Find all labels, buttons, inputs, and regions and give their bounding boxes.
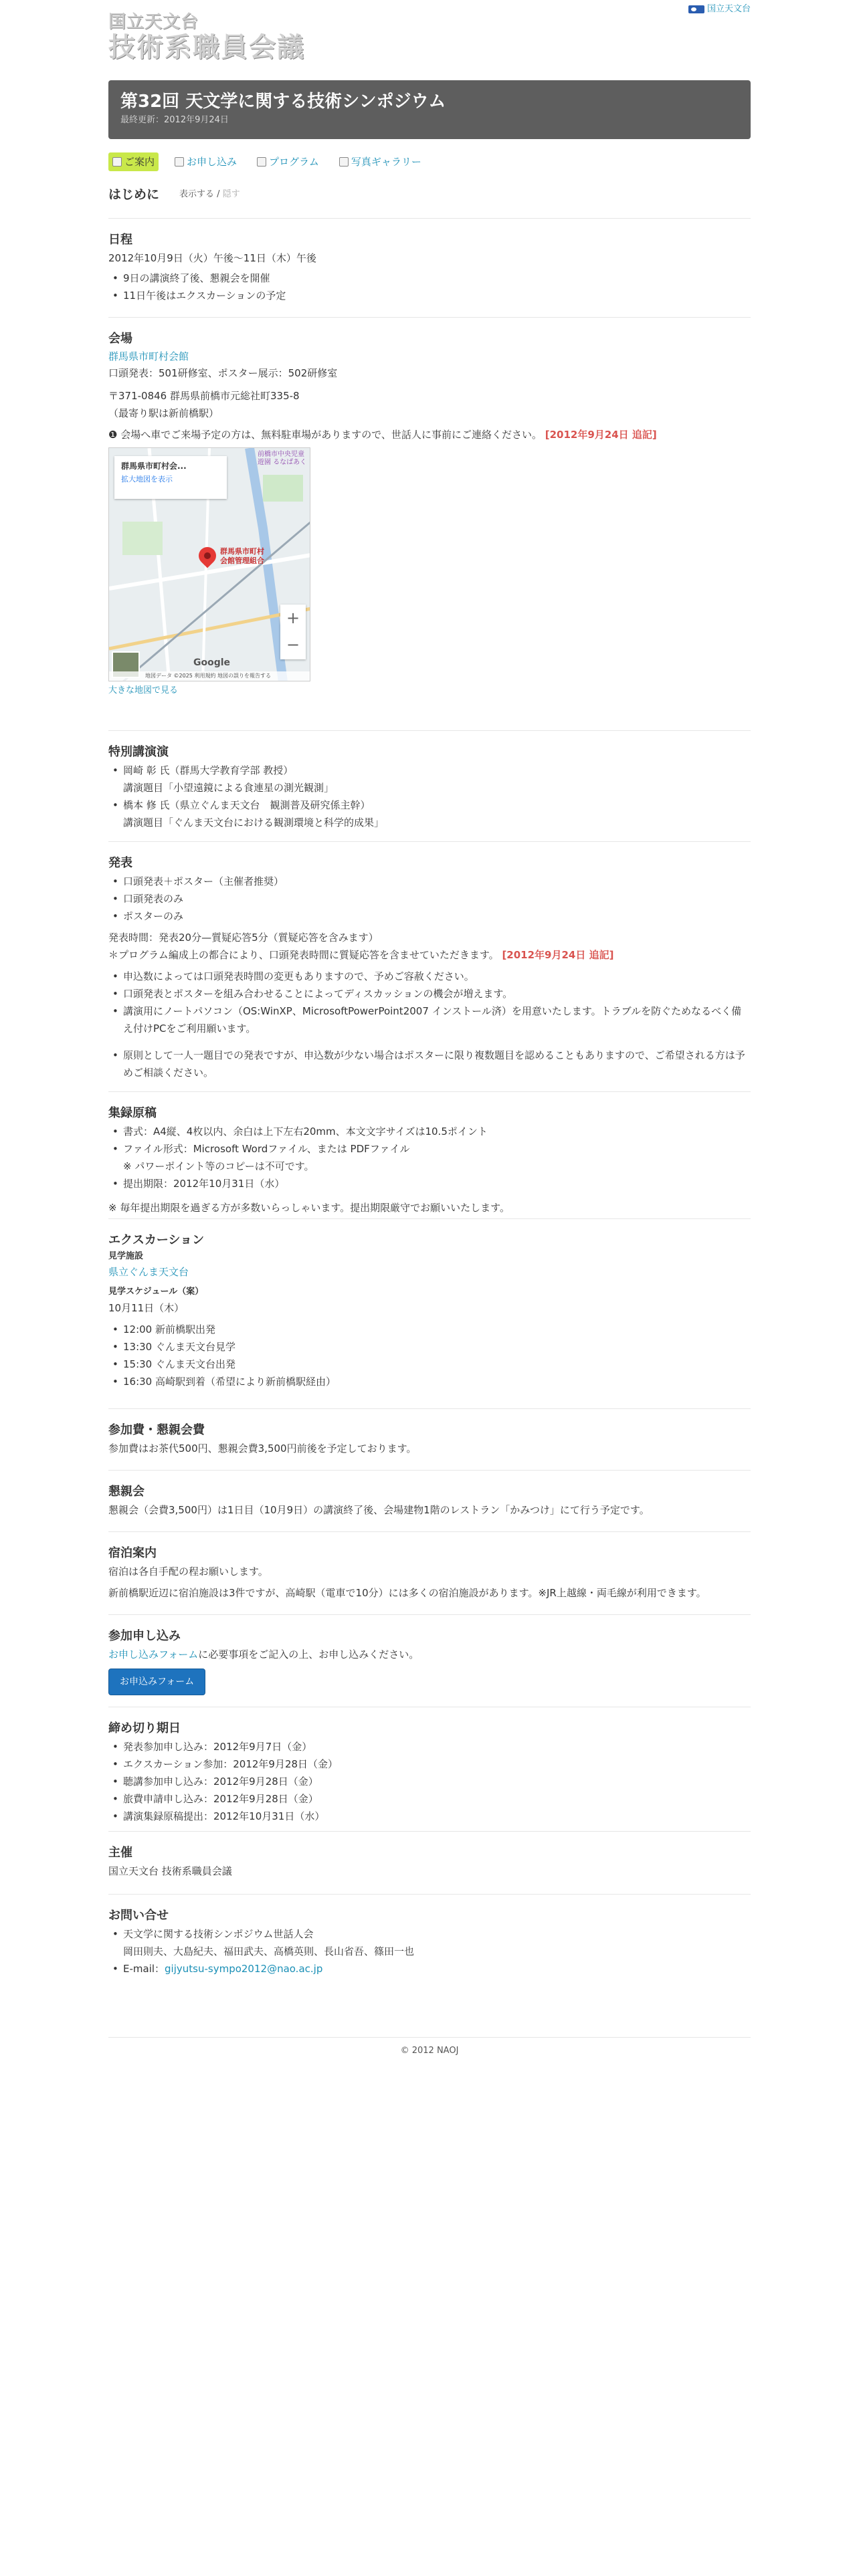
naoj-logo-icon [688,5,704,13]
excursion-date: 10月11日（木） [108,1301,185,1314]
presentation-time-tag: [2012年9月24日 追記] [502,949,614,961]
intro-toggle [179,188,240,202]
parking-note [108,426,751,443]
venue-station: （最寄り駅は新前橋駅） [108,407,219,419]
tab-info-label: ご案内 [124,156,155,168]
party-text: 懇親会（会費3,500円）は1日目（10月9日）の講演終了後、会場建物1階のレストラン「かみつけ」にて行う予定です。 [108,1504,650,1516]
map-place-label: 前橋市中央児童遊園 るなぱあく [258,451,307,466]
big-map-link[interactable]: 大きな地図で見る [108,685,179,695]
proceedings-title: 集録原稿 [108,1106,157,1120]
lecture-section [108,730,751,831]
fee-section [108,1408,751,1457]
tab-info[interactable] [108,152,159,171]
schedule-section [108,218,751,304]
party-title: 懇親会 [108,1485,145,1499]
contact-email-label: E-mail： [123,1963,165,1975]
list-item [108,1925,751,1960]
deadlines-title: 締め切り期日 [108,1721,181,1735]
excursion-section [108,1218,751,1390]
intro-heading [108,185,240,205]
apply-form-button[interactable]: お申込みフォーム [108,1669,205,1695]
list-item: • 原則として一人一題目での発表ですが、申込数が少ない場合はポスターに限り複数題目を認めることもありますので、ご希望される方は予めご相談ください。 [108,1047,751,1081]
intro-hide-link: 隠す [222,189,240,199]
tab-application-label: お申し込み [187,156,237,168]
apply-title: 参加申し込み [108,1629,181,1643]
list-item [108,1960,751,1977]
tab-gallery[interactable] [335,152,425,171]
contact-section [108,1894,751,1977]
list-item: • 16:30 高崎駅到着（希望により新前橋駅経由） [108,1373,751,1390]
list-item: • 聴講参加申し込み：2012年9月28日（金） [108,1773,751,1790]
lodging-title: 宿泊案内 [108,1546,157,1560]
deadlines-list [108,1738,751,1825]
list-item: • 申込数によっては口頭発表時間の変更もありますので、予めご容赦ください。 [108,968,751,985]
list-item: • 口頭発表＋ポスター（主催者推奨） [108,873,751,890]
presentation-time-note [108,946,751,964]
presentation-time-note-text: ＊プログラム編成上の都合により、口頭発表時間に質疑応答を含ませていただきます。 [108,949,499,961]
list-item: • 提出期限：2012年10月31日（水） [108,1175,751,1192]
camera-icon [339,157,349,167]
venue-map[interactable] [108,447,310,681]
schedule-date: 2012年10月9日（火）午後～11日（木）午後 [108,252,316,264]
lodging-detail: 新前橋駅近辺に宿泊施設は3件ですが、高崎駅（電車で10分）には多くの宿泊施設があります。※JR上越線・両毛線が利用できます。 [108,1587,706,1599]
list-item: • 講演集録原稿提出：2012年10月31日（水） [108,1808,751,1825]
last-updated: 最終更新：2012年9月24日 [120,115,229,125]
zoom-in-icon[interactable]: + [286,609,300,627]
apply-form-link[interactable]: お申し込みフォーム [108,1648,199,1660]
contact-title: お問い合せ [108,1909,169,1923]
list-item: • 口頭発表とポスターを組み合わせることによってディスカッションの機会が増えます。 [108,985,751,1002]
proceedings-list [108,1123,751,1192]
fee-title: 参加費・懇親会費 [108,1423,205,1437]
list-item: • エクスカーション参加：2012年9月28日（金） [108,1755,751,1773]
lecture-speaker: • 岡崎 彰 氏（群馬大学教育学部 教授） [123,764,294,776]
map-enlarge-link[interactable]: 拡大地図を表示 [121,475,173,484]
page-header [108,80,751,139]
map-pin-label: 群馬県市町村 会館管理組合 [220,547,264,565]
page-title: 第32回 天文学に関する技術シンポジウム [120,92,446,112]
site-logo-line2: 技術系職員会議 [108,32,305,63]
list-item: • 発表参加申し込み：2012年9月7日（金） [108,1738,751,1755]
lodging-text: 宿泊は各自手配の程お願いします。 [108,1566,268,1578]
list-item [108,1140,751,1175]
list-item: • 11日午後はエクスカーションの予定 [108,287,751,304]
info-icon: ❶ [108,429,118,441]
parking-note-tag: [2012年9月24日 追記] [545,429,657,441]
excursion-facility-label: 見学施設 [108,1251,144,1261]
map-attribution: 地図データ ©2025 利用規約 地図の誤りを報告する [109,671,310,681]
venue-section [108,317,751,698]
contact-org: • 天文学に関する技術シンポジウム世話人会 [123,1928,314,1940]
apply-text-body: に必要事項をご記入の上、お申し込みください。 [198,1648,419,1660]
schedule-title: 日程 [108,233,132,247]
intro-toggle-separator: / [217,189,220,199]
list-item: • 口頭発表のみ [108,890,751,907]
host-section [108,1831,751,1880]
naoj-home-link[interactable]: 国立天文台 [706,4,751,14]
presentation-notes [108,968,751,1037]
parking-note-text: 会場へ車でご来場予定の方は、無料駐車場がありますので、世話人に事前にご連絡ください。 [120,429,542,441]
proceedings-file-format: • ファイル形式：Microsoft Wordファイル、または PDFファイル [123,1143,410,1155]
copyright: © 2012 NAOJ [400,2046,459,2056]
list-item: • 13:30 ぐんま天文台見学 [108,1338,751,1356]
intro-show-link[interactable]: 表示する [179,189,215,199]
map-info-card [114,456,227,499]
presentation-types [108,873,751,925]
lecture-speaker: • 橋本 修 氏（県立ぐんま天文台 観測普及研究係主幹） [123,799,371,811]
top-nav[interactable] [688,3,751,17]
contact-members: 岡田則夫、大島紀夫、福田武夫、高橋英則、長山省吾、篠田一也 [123,1945,415,1957]
zoom-out-icon[interactable]: − [286,635,300,654]
info-icon [112,157,122,167]
lodging-section [108,1531,751,1602]
excursion-title: エクスカーション [108,1233,205,1247]
venue-address: 〒371-0846 群馬県前橋市元総社町335-8 [108,390,300,402]
document-icon [257,157,266,167]
presentation-section [108,841,751,1081]
presentation-time: 発表時間：発表20分—質疑応答5分（質疑応答を含みます） [108,932,379,944]
list-item [108,762,751,796]
map-card-title: 群馬県市町村会... [121,461,187,471]
tab-application[interactable] [171,152,241,171]
tab-gallery-label: 写真ギャラリー [351,156,421,168]
map-zoom-control[interactable] [280,605,306,659]
contact-list [108,1925,751,1977]
list-item: • 9日の講演終了後、懇親会を開催 [108,270,751,287]
presentation-title: 発表 [108,856,132,870]
list-item: • 講演用にノートパソコン（OS:WinXP、MicrosoftPowerPoint2007 インストール済）を用意いたします。トラブルを防ぐためなるべく備え付けPCをご利用願います。 [108,1002,751,1037]
apply-text [108,1646,751,1663]
excursion-facility-link[interactable]: 県立ぐんま天文台 [108,1265,189,1278]
proceedings-section [108,1091,751,1216]
venue-rooms: 口頭発表：501研修室、ポスター展示：502研修室 [108,367,338,379]
list-item: • ポスターのみ [108,907,751,925]
site-logo-line1: 国立天文台 [108,12,199,32]
host-text: 国立天文台 技術系職員会議 [108,1865,232,1877]
proceedings-file-note: ※ パワーポイント等のコピーは不可です。 [123,1160,314,1172]
contact-email-link[interactable]: gijyutsu-sympo2012@nao.ac.jp [165,1963,323,1975]
list-item: • 12:00 新前橋駅出発 [108,1321,751,1338]
schedule-list [108,270,751,304]
lecture-topic: 講演題目「ぐんま天文台における観測環境と科学的成果」 [123,817,385,829]
lecture-list [108,762,751,831]
list-item: • 書式：A4縦、4枚以内、余白は上下左右20mm、本文文字サイズは10.5ポイント [108,1123,751,1140]
intro-title: はじめに [108,187,160,202]
host-title: 主催 [108,1846,132,1860]
deadlines-section [108,1707,751,1825]
list-item: • 旅費申請申し込み：2012年9月28日（金） [108,1790,751,1808]
apply-section [108,1614,751,1695]
fee-text: 参加費はお茶代500円、懇親会費3,500円前後を予定しております。 [108,1442,417,1455]
lecture-title: 特別講演演 [108,745,169,759]
venue-title: 会場 [108,332,132,346]
excursion-schedule [108,1321,751,1390]
form-icon [175,157,184,167]
tab-program-label: プログラム [269,156,319,168]
list-item [108,796,751,831]
tab-program[interactable] [253,152,323,171]
presentation-poster-note [108,1047,751,1081]
party-section [108,1470,751,1519]
footer [108,2037,751,2058]
list-item: • 15:30 ぐんま天文台出発 [108,1356,751,1373]
google-logo: Google [193,657,231,668]
section-tabs [108,152,425,171]
proceedings-note: ※ 毎年提出期限を過ぎる方が多数いらっしゃいます。提出期限厳守でお願いいたします。 [108,1202,510,1214]
lecture-topic: 講演題目「小望遠鏡による食連星の測光観測」 [123,782,335,794]
venue-link[interactable]: 群馬県市町村会館 [108,350,189,362]
site-logo[interactable] [108,12,309,66]
excursion-schedule-label: 見学スケジュール（案） [108,1286,204,1297]
